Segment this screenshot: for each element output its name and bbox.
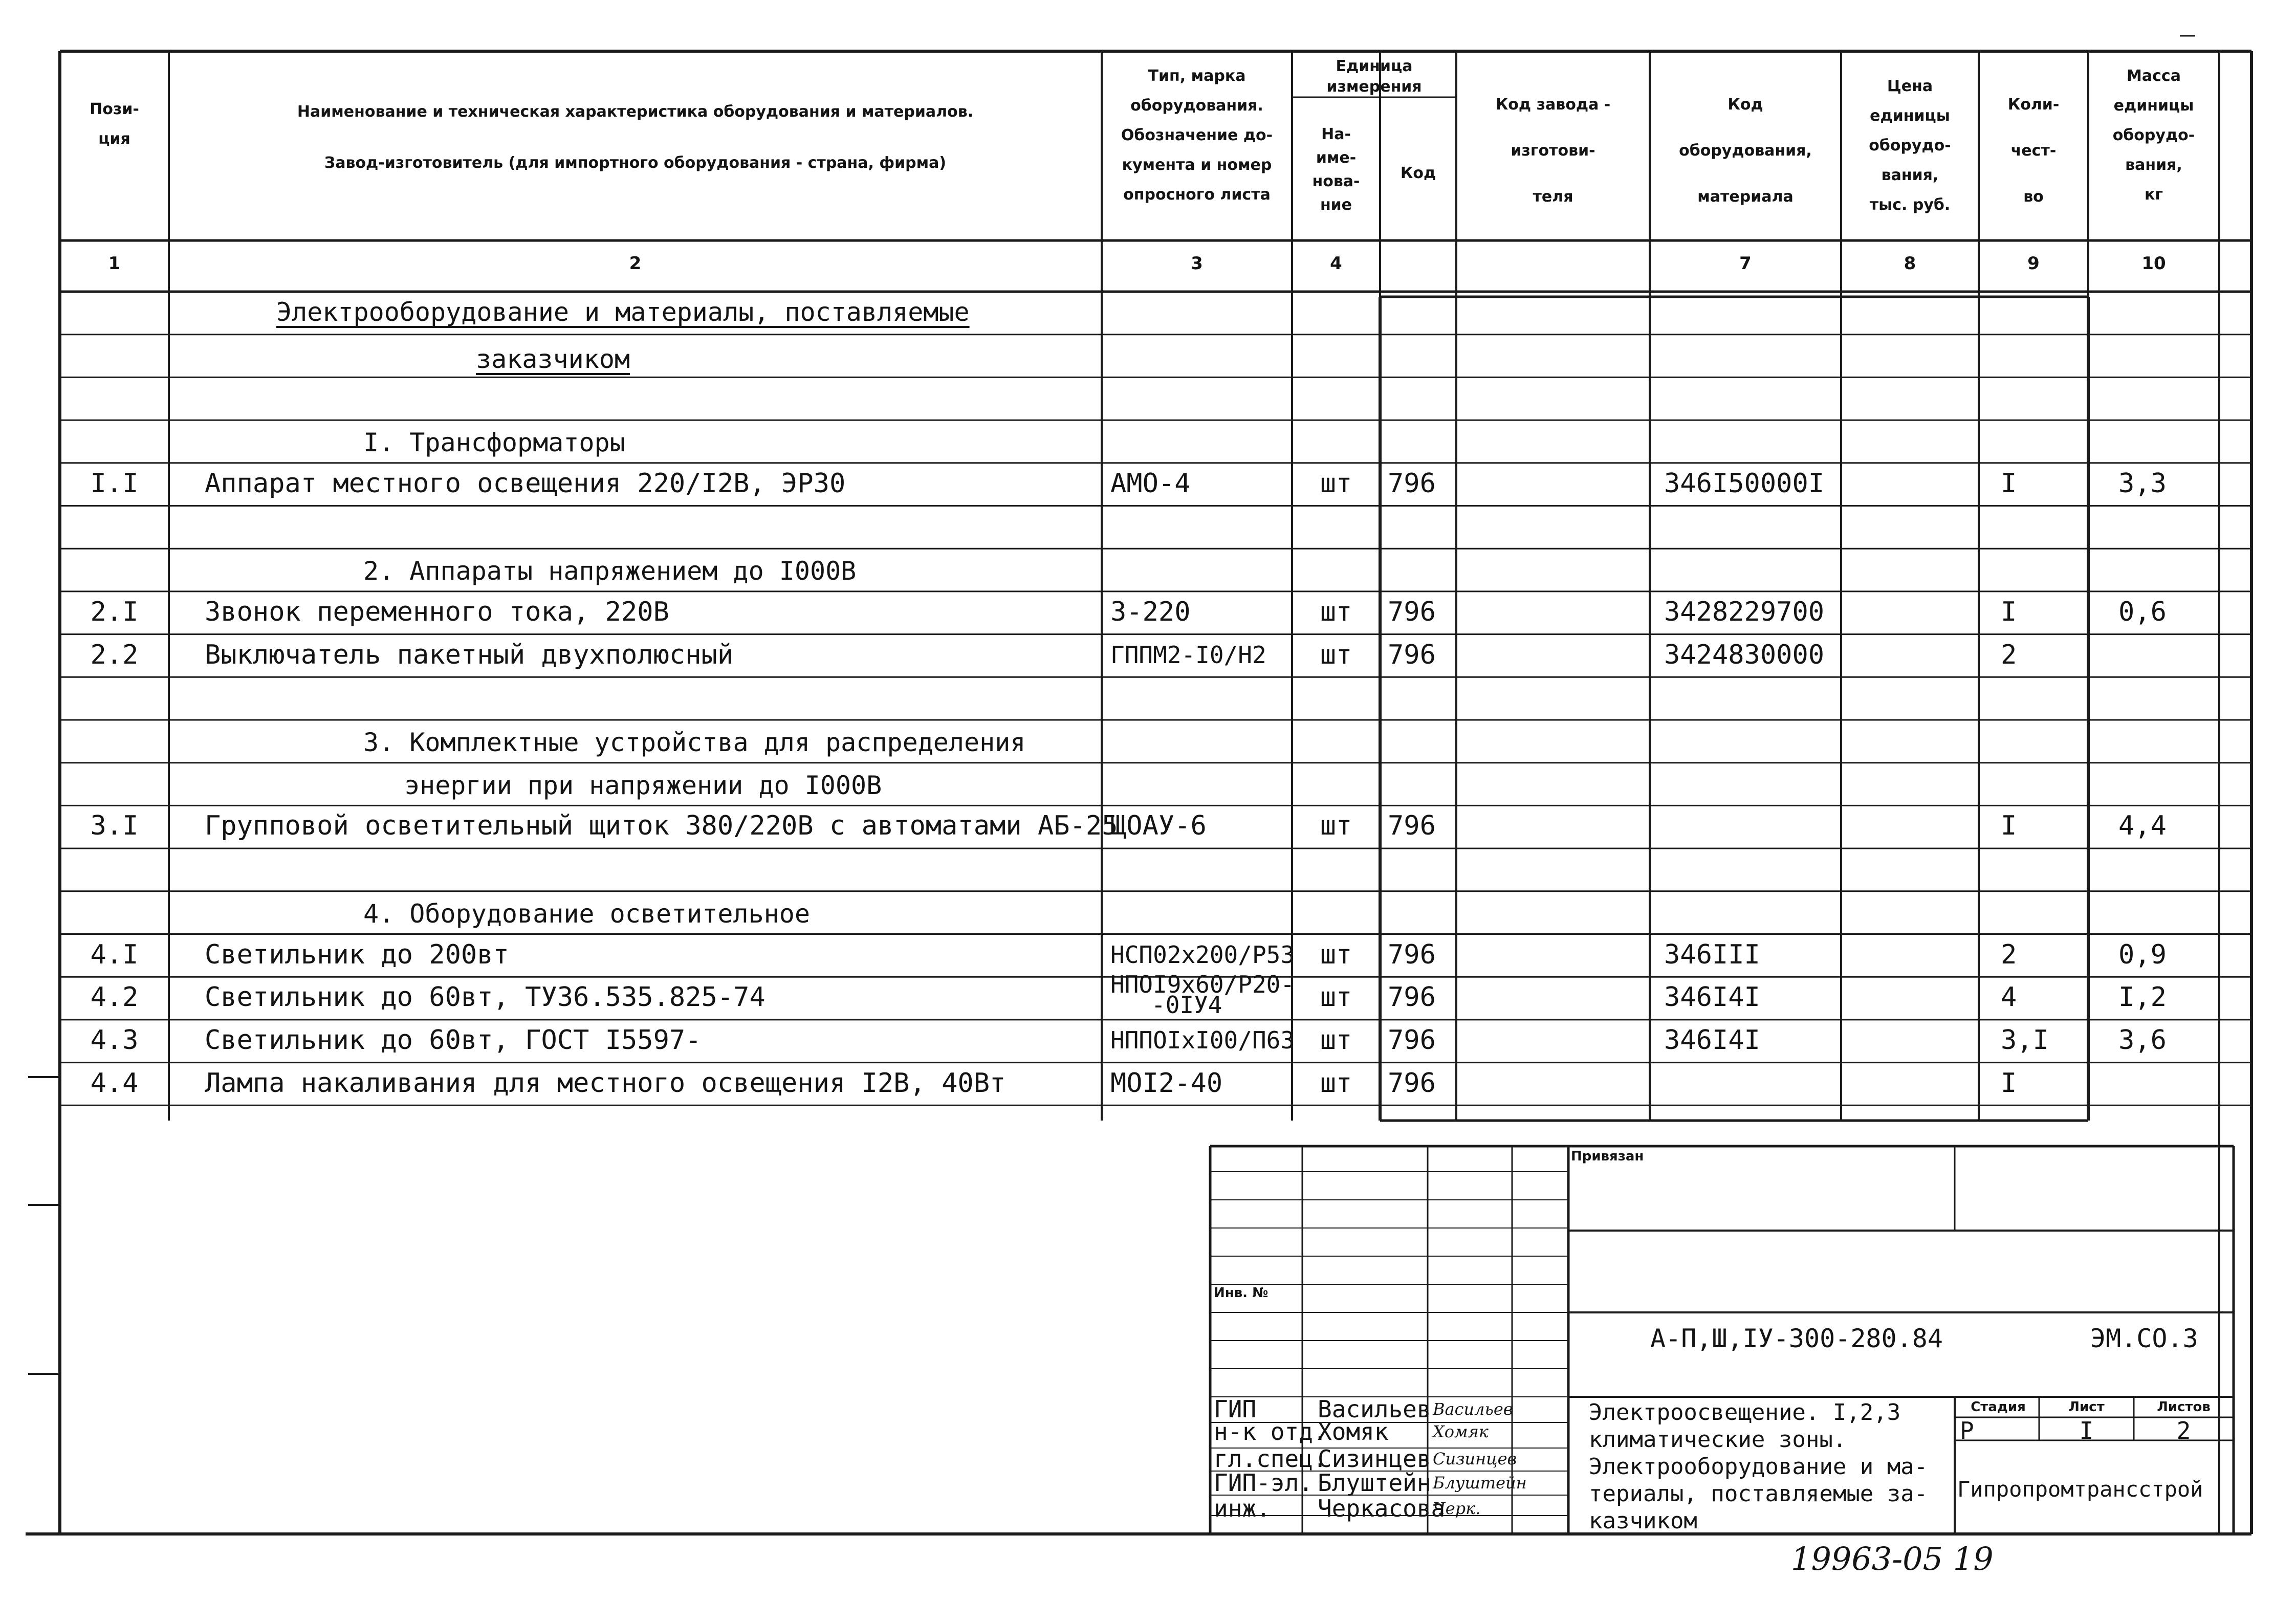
row-position: 4.2	[90, 982, 139, 1013]
header-price: Цена единицы оборудо- вания, тыс. руб.	[1869, 77, 1951, 214]
row-type: З-220	[1110, 596, 1191, 627]
column-number: 9	[2027, 253, 2040, 274]
row-position: 2.I	[90, 596, 139, 627]
staff-signature: Сизинцев	[1433, 1449, 1517, 1468]
row-mass: 0,6	[2118, 596, 2167, 627]
section-heading-cont: энергии при напряжении до I000В	[404, 770, 882, 800]
staff-role: гл.спец.	[1214, 1445, 1327, 1473]
row-unit-code: 796	[1388, 1067, 1436, 1099]
row-unit-code: 796	[1388, 596, 1436, 627]
row-equipment-code: 346III	[1664, 939, 1760, 970]
row-position: 4.4	[90, 1067, 139, 1099]
row-type: ЩОАУ-6	[1110, 810, 1207, 842]
row-mass: 3,6	[2118, 1024, 2167, 1056]
row-position: 2.2	[90, 639, 139, 670]
description-line: Электроосвещение. I,2,3	[1589, 1399, 1901, 1425]
description-line: Электрооборудование и ма-	[1589, 1454, 1928, 1480]
header-manufacturer: Завод-изготовитель (для импортного оборудования - страна, фирма)	[324, 154, 947, 172]
row-equipment-code: 346I50000I	[1664, 468, 1825, 499]
header-position: Пози- ция	[90, 100, 139, 148]
row-name: Лампа накаливания для местного освещения I2В, 40Вт	[205, 1067, 1006, 1099]
stage-value: Р	[1960, 1417, 1974, 1444]
header-mass: Масса единицы оборудо- вания, кг	[2112, 67, 2195, 204]
row-name: Звонок переменного тока, 220В	[205, 596, 669, 627]
row-name: Групповой осветительный щиток 380/220В с автоматами АБ-25	[205, 810, 1118, 842]
row-mass: 4,4	[2118, 810, 2167, 842]
privyazan-label: Привязан	[1571, 1149, 1644, 1164]
row-quantity: I	[2001, 810, 2017, 842]
row-mass: 3,3	[2118, 468, 2167, 499]
row-unit-code: 796	[1388, 639, 1436, 670]
staff-role: ГИП	[1214, 1395, 1257, 1423]
row-name: Светильник до 60вт, ГОСТ I5597-	[205, 1024, 702, 1056]
staff-role: н-к отд.	[1214, 1418, 1327, 1445]
header-unit-code: Код	[1400, 164, 1436, 182]
row-quantity: 2	[2001, 939, 2017, 970]
row-unit: шт	[1320, 939, 1352, 970]
row-quantity: 4	[2001, 982, 2017, 1013]
row-equipment-code	[1664, 1063, 1838, 1106]
header-quantity: Коли- чест- во	[2007, 96, 2060, 206]
row-position: 3.I	[90, 810, 139, 842]
archive-number: 19963-05 19	[1791, 1540, 1994, 1577]
stage-label: Стадия	[1971, 1399, 2026, 1415]
staff-name: Васильев	[1318, 1395, 1431, 1423]
row-unit: шт	[1320, 1024, 1352, 1056]
row-equipment-code: 346I4I	[1664, 1024, 1760, 1056]
staff-signature: Черк.	[1433, 1499, 1481, 1518]
row-mass	[2118, 1063, 2216, 1106]
section-title-cont: заказчиком	[476, 344, 630, 374]
header-equipment-code: Код оборудования, материала	[1679, 96, 1812, 206]
column-number: 2	[629, 253, 642, 274]
header-plant-code: Код завода - изготови- теля	[1495, 96, 1611, 206]
staff-role: инж.	[1214, 1495, 1271, 1522]
column-number: 3	[1191, 253, 1203, 274]
inventory-label: Инв. №	[1214, 1285, 1269, 1301]
staff-name: Черкасова	[1318, 1495, 1446, 1522]
row-unit: шт	[1320, 639, 1352, 670]
row-type: МОI2-40	[1110, 1067, 1223, 1099]
row-position: I.I	[90, 468, 139, 499]
row-unit-code: 796	[1388, 810, 1436, 842]
header-type: Тип, марка оборудования. Обозначение до- кумента и номер опросного листа	[1121, 67, 1273, 204]
section-heading: I. Трансформаторы	[363, 428, 625, 458]
description-line: климатические зоны.	[1589, 1427, 1847, 1453]
row-quantity: I	[2001, 468, 2017, 499]
row-name: Светильник до 200вт	[205, 939, 509, 970]
row-name: Светильник до 60вт, ТУ36.535.825-74	[205, 982, 766, 1013]
organization: Гипропромтрансстрой	[1957, 1477, 2203, 1502]
header-unit: Единица измерения	[1326, 57, 1422, 96]
staff-signature: Хомяк	[1433, 1422, 1489, 1441]
section-heading: 2. Аппараты напряжением до I000В	[363, 556, 857, 586]
section-heading: 4. Оборудование осветительное	[363, 898, 810, 929]
section-heading: 3. Комплектные устройства для распределения	[363, 728, 1026, 757]
description-line: териалы, поставляемые за-	[1589, 1481, 1928, 1507]
row-mass	[2118, 634, 2216, 677]
column-number: 7	[1739, 253, 1752, 274]
row-unit: шт	[1320, 982, 1352, 1013]
staff-signature: Блуштейн	[1433, 1473, 1527, 1493]
row-quantity: 2	[2001, 639, 2017, 670]
staff-name: Хомяк	[1318, 1418, 1389, 1445]
sheets-label: Листов	[2157, 1399, 2211, 1415]
row-unit: шт	[1320, 596, 1352, 627]
row-type: НСП02х200/Р53	[1110, 940, 1295, 969]
row-unit-code: 796	[1388, 468, 1436, 499]
row-position: 4.3	[90, 1024, 139, 1056]
row-equipment-code: 3424830000	[1664, 639, 1825, 670]
staff-name: Блуштейн	[1318, 1469, 1431, 1497]
column-number: 1	[108, 253, 121, 274]
staff-signature: Васильев	[1433, 1399, 1513, 1419]
column-number: 4	[1330, 253, 1342, 274]
row-unit-code: 796	[1388, 1024, 1436, 1056]
header-unit-name: На- име- нова- ние	[1312, 125, 1360, 214]
row-equipment-code: 3428229700	[1664, 596, 1825, 627]
sheet-label: Лист	[2068, 1399, 2105, 1415]
row-equipment-code: 346I4I	[1664, 982, 1760, 1013]
sheet-value: I	[2079, 1417, 2094, 1444]
row-name: Аппарат местного освещения 220/I2В, ЭР30	[205, 468, 846, 499]
description-line: казчиком	[1589, 1508, 1697, 1534]
row-type: АМО-4	[1110, 468, 1191, 499]
sheet-code: ЭМ.СО.3	[2090, 1324, 2198, 1353]
row-mass: I,2	[2118, 982, 2167, 1013]
row-type: НПОI9х60/Р20-	[1110, 971, 1295, 999]
staff-role: ГИП-эл.	[1214, 1469, 1313, 1497]
staff-name: Сизинцев	[1318, 1445, 1431, 1473]
section-title: Электрооборудование и материалы, поставляемые	[276, 297, 970, 327]
row-quantity: 3,I	[2001, 1024, 2049, 1056]
header-name: Наименование и техническая характеристика оборудования и материалов.	[297, 103, 974, 121]
row-quantity: I	[2001, 596, 2017, 627]
row-position: 4.I	[90, 939, 139, 970]
document-code: А-П,Ш,IУ-300-280.84	[1650, 1324, 1943, 1353]
column-number: 10	[2141, 253, 2166, 274]
row-unit: шт	[1320, 1067, 1352, 1099]
row-equipment-code	[1664, 805, 1838, 848]
row-type: ГППМ2-I0/Н2	[1110, 641, 1266, 669]
column-number: 8	[1904, 253, 1916, 274]
row-type-cont: -0IУ4	[1151, 991, 1222, 1019]
row-unit: шт	[1320, 468, 1352, 499]
row-unit: шт	[1320, 810, 1352, 842]
row-mass: 0,9	[2118, 939, 2167, 970]
row-unit-code: 796	[1388, 939, 1436, 970]
row-quantity: I	[2001, 1067, 2017, 1099]
sheets-value: 2	[2176, 1417, 2191, 1444]
row-type: НППОIхI00/П63	[1110, 1026, 1295, 1054]
row-name: Выключатель пакетный двухполюсный	[205, 639, 734, 670]
row-unit-code: 796	[1388, 982, 1436, 1013]
